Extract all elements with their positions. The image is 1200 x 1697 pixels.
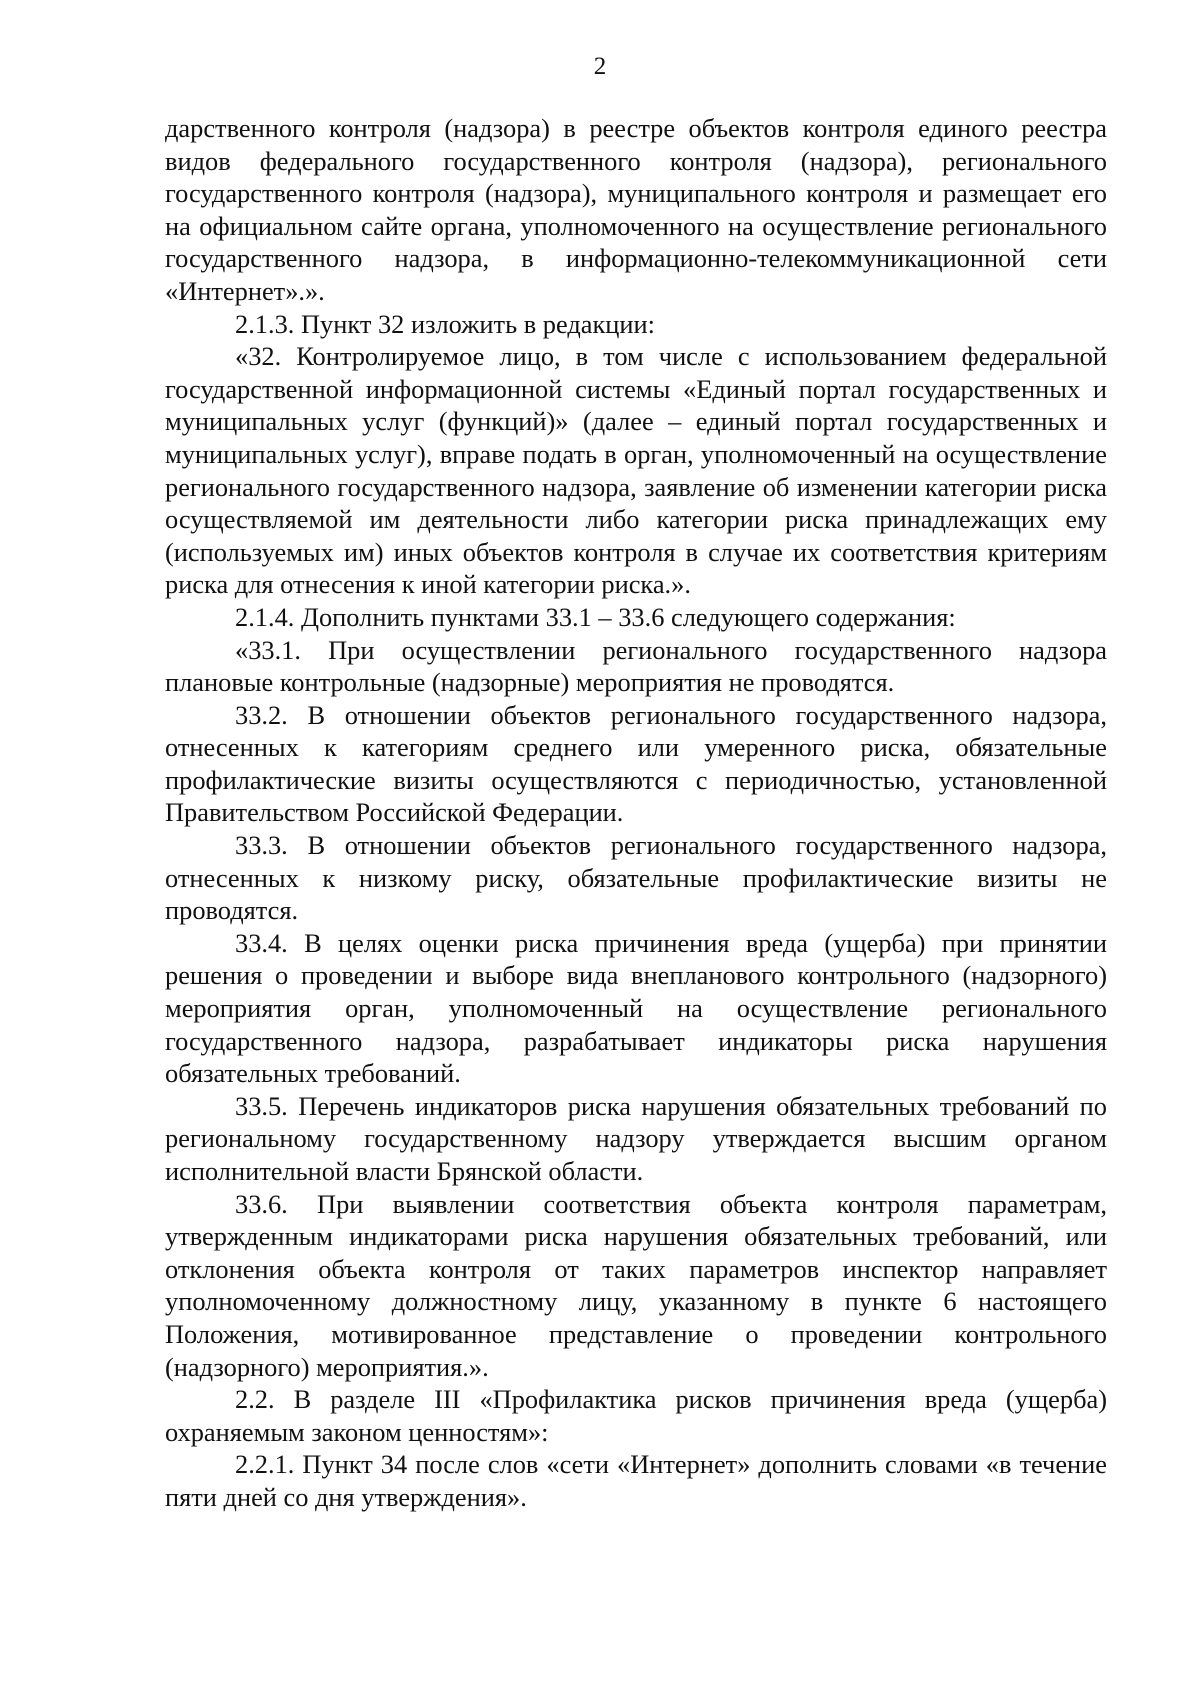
paragraph-2-1-3: 2.1.3. Пункт 32 изложить в редакции: bbox=[235, 308, 656, 339]
paragraph-33-6: 33.6. При выявлении соответствия объекта контроля параметрам, утвержденным индикаторами риска нарушения обязательных требований, или отклонения объекта контроля от таких параметров инспектор направляет уполномоченному должностному лицу, указанному в пункте 6 настоящего Положения, мотивированное представление о проведении контрольного (надзорного) мероприятия.». bbox=[165, 1188, 1107, 1382]
paragraph-2-2: 2.2. В разделе III «Профилактика рисков причинения вреда (ущерба) охраняемым законом ценностям»: bbox=[165, 1384, 1107, 1447]
paragraph-continuation: дарственного контроля (надзора) в реестре объектов контроля единого реестра видов федерального государственного контроля (надзора), регионального государственного контроля (надзора), муниципального контроля и размещает его на официальном сайте органа, уполномоченного на осуществление регионального государственного надзора, в информационно-телекоммуникационной сети «Интернет».». bbox=[165, 113, 1107, 306]
page-number: 2 bbox=[593, 53, 607, 80]
paragraph-33-4: 33.4. В целях оценки риска причинения вреда (ущерба) при принятии решения о проведении и выборе вида внепланового контрольного (надзорного) мероприятия орган, уполномоченный на осуществление регионального государственного надзора, разрабатывает индикаторы риска нарушения обязательных требований. bbox=[165, 927, 1107, 1089]
paragraph-33-5: 33.5. Перечень индикаторов риска нарушения обязательных требований по региональному государственному надзору утверждается высшим органом исполнительной власти Брянской области. bbox=[165, 1090, 1107, 1186]
paragraph-2-1-4: 2.1.4. Дополнить пунктами 33.1 – 33.6 следующего содержания: bbox=[235, 601, 956, 632]
paragraph-33-3: 33.3. В отношении объектов регионального государственного надзора, отнесенных к низкому риску, обязательные профилактические визиты не проводятся. bbox=[165, 830, 1107, 926]
paragraph-33-2: 33.2. В отношении объектов регионального государственного надзора, отнесенных к категориям среднего или умеренного риска, обязательные профилактические визиты осуществляются с периодичностью, установленной Правительством Российской Федерации. bbox=[165, 699, 1107, 828]
paragraph-33-1: «33.1. При осуществлении регионального государственного надзора плановые контрольные (надзорные) мероприятия не проводятся. bbox=[165, 634, 1107, 698]
paragraph-2-2-1: 2.2.1. Пункт 34 после слов «сети «Интернет» дополнить словами «в течение пяти дней со дня утверждения». bbox=[165, 1449, 1107, 1512]
document-body bbox=[165, 112, 1107, 1514]
paragraph-32: «32. Контролируемое лицо, в том числе с использованием федеральной государственной информационной системы «Единый портал государственных и муниципальных услуг (функций)» (далее – единый портал государственных и муниципальных услуг), вправе подать в орган, уполномоченный на осуществление регионального государственного надзора, заявление об изменении категории риска осуществляемой им деятельности либо категории риска принадлежащих ему (используемых им) иных объектов контроля в случае их соответствия критериям риска для отнесения к иной категории риска.». bbox=[165, 341, 1107, 600]
